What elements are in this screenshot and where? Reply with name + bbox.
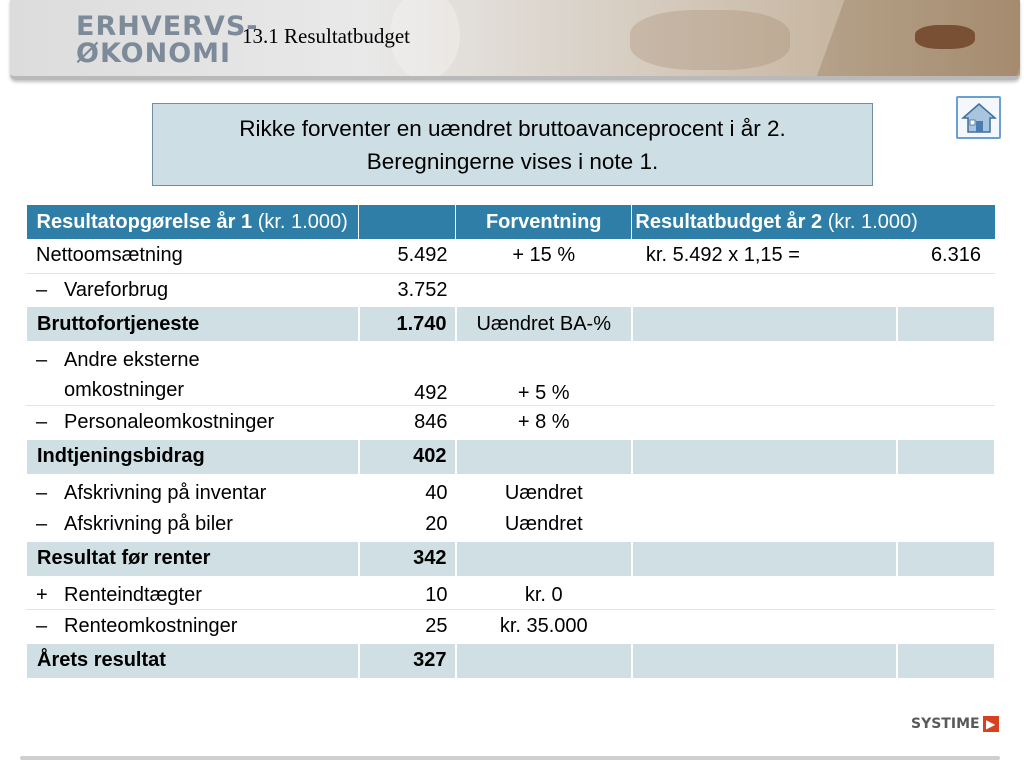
table-row [26,239,995,273]
row-calc [632,273,897,307]
row-label: Bruttofortjeneste [26,307,359,341]
table-row [26,508,995,542]
row-label: Årets resultat [26,644,359,678]
row-amount: 492 [359,341,456,406]
row-calc [632,508,897,542]
row-forecast: Uændret [456,508,632,542]
row-calc [632,576,897,610]
logo-line-1: ERHVERVS- [76,11,259,42]
row-amount: 10 [359,576,456,610]
systime-logo [911,716,999,732]
row-budget: 6.316 [897,239,995,273]
table-row [26,610,995,644]
row-budget [897,508,995,542]
row-calc [632,440,897,474]
note-line-2: Beregningerne vises i note 1. [366,148,659,174]
budget-table [25,205,996,678]
row-label: – Renteomkostninger [26,610,359,644]
table-row [26,341,995,406]
row-amount: 846 [359,406,456,440]
header-empty [359,205,456,239]
row-budget [897,273,995,307]
row-forecast [456,542,632,576]
row-calc [632,644,897,678]
subtotal-row [26,307,995,341]
header-banner [10,0,1020,80]
row-budget [897,474,995,508]
row-amount: 5.492 [359,239,456,273]
page-title: 13.1 Resultatbudget [242,24,410,48]
table-row [26,273,995,307]
banner-decoration [915,25,975,49]
home-icon [961,101,997,135]
row-amount: 1.740 [359,307,456,341]
row-label: – Afskrivning på inventar [26,474,359,508]
footer-divider [20,756,1000,760]
row-budget [897,644,995,678]
arrow-right-icon: ▶ [983,716,999,732]
row-calc [632,610,897,644]
row-forecast: Uændret [456,474,632,508]
row-amount: 40 [359,474,456,508]
row-label: Indtjeningsbidrag [26,440,359,474]
banner-decoration [630,10,790,70]
row-forecast [456,644,632,678]
row-budget [897,406,995,440]
header-budget-year2: Resultatbudget år 2 (kr. 1.000) [632,205,995,239]
row-amount: 3.752 [359,273,456,307]
row-label: – Personaleomkostninger [26,406,359,440]
table-row [26,406,995,440]
table-row [26,474,995,508]
header-result-year1: Resultatopgørelse år 1 (kr. 1.000) [26,205,359,239]
row-budget [897,576,995,610]
row-budget [897,610,995,644]
home-button[interactable] [956,96,1001,139]
row-calc: kr. 5.492 x 1,15 = [632,239,897,273]
row-forecast: + 5 % [456,341,632,406]
row-calc [632,542,897,576]
row-label: Nettoomsætning [26,239,359,273]
subtotal-row [26,440,995,474]
subtotal-row [26,644,995,678]
systime-brand-text: SYSTIME [911,716,980,732]
table-row [26,576,995,610]
row-forecast [456,440,632,474]
row-amount: 327 [359,644,456,678]
row-label: – Afskrivning på biler [26,508,359,542]
row-calc [632,406,897,440]
row-amount: 25 [359,610,456,644]
row-forecast: Uændret BA-% [456,307,632,341]
note-line-1: Rikke forventer en uændret bruttoavanceprocent i år 2. [239,115,786,141]
row-amount: 20 [359,508,456,542]
row-calc [632,474,897,508]
row-budget [897,341,995,406]
logo-line-2: ØKONOMI [76,38,232,69]
row-label: Resultat før renter [26,542,359,576]
row-forecast: + 8 % [456,406,632,440]
note-box [152,103,873,186]
row-amount: 402 [359,440,456,474]
row-label: + Renteindtægter [26,576,359,610]
row-budget [897,307,995,341]
row-calc [632,307,897,341]
row-forecast: + 15 % [456,239,632,273]
row-forecast: kr. 0 [456,576,632,610]
row-calc [632,341,897,406]
row-amount: 342 [359,542,456,576]
row-forecast: kr. 35.000 [456,610,632,644]
row-budget [897,440,995,474]
row-forecast [456,273,632,307]
table-header-row [26,205,995,239]
row-budget [897,542,995,576]
subtotal-row [26,542,995,576]
row-label: – Andre eksterne omkostninger [26,341,359,406]
row-label: – Vareforbrug [26,273,359,307]
header-forecast: Forventning [456,205,632,239]
